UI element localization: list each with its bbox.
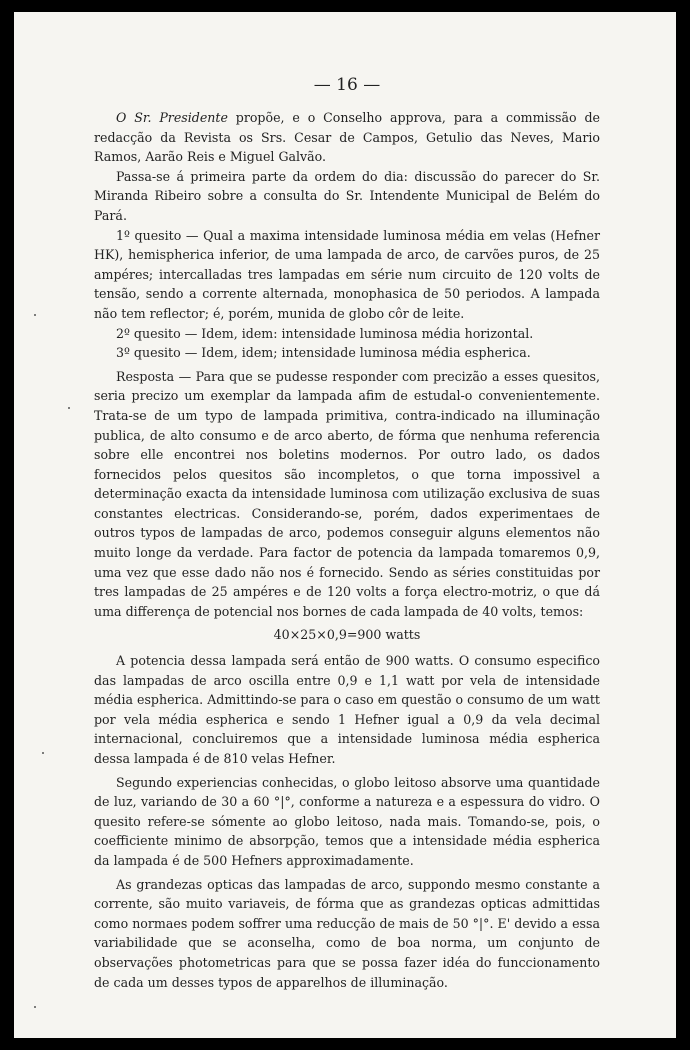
document-page bbox=[14, 12, 676, 1038]
print-speck bbox=[34, 314, 36, 316]
paragraph-power: A potencia dessa lampada será então de 900 watts. O consumo especifico das lampadas de arco oscilla entre 0,9 e 1,1 watt por vela de intensidade média espherica. Admittindo-se para o caso em questão o consumo de um watt por vela média espherica e sendo 1 Hefner igual a 0,9 da vela decimal internacional, concluiremos que a intensidade luminosa média espherica dessa lampada é de 810 velas Hefner. bbox=[94, 653, 600, 766]
paragraph-question-1: 1º quesito — Qual a maxima intensidade luminosa média em velas (Hefner HK), hemispherica inferior, de uma lampada de arco, de carvões puros, de 25 ampéres; intercalladas tres lampadas em série num circuito de 120 volts de tensão, sendo a corrente alternada, monophasica de 50 periodos. A lampada não tem reflector; é, porém, munida de globo côr de leite. bbox=[94, 227, 600, 321]
print-speck bbox=[68, 407, 70, 409]
page-content bbox=[94, 72, 600, 992]
paragraph-globe-absorption: Segundo experiencias conhecidas, o globo leitoso absorve uma quantidade de luz, variando de 30 a 60 °|°, conforme a natureza e a espessura do vidro. O quesito refere-se sómente ao globo leitoso, nada mais. Tomando-se, pois, o coefficiente minimo de absorpção, temos que a intensidade média espherica da lampada é de 500 Hefners approximadamente. bbox=[94, 774, 600, 868]
paragraph-order-of-day: Passa-se á primeira parte da ordem do dia: discussão do parecer do Sr. Miranda Ribeiro sobre a consulta do Sr. Intendente Municipal de Belém do Pará. bbox=[94, 168, 600, 223]
print-speck bbox=[34, 1006, 36, 1008]
formula: 40×25×0,9=900 watts bbox=[273, 627, 421, 643]
paragraph-answer: Resposta — Para que se pudesse responder com precizão a esses quesitos, seria precizo um exemplar da lampada afim de estudal-o convenientemente. Trata-se de um typo de lampada primitiva, contra-indicado na illuminação publica, de alto consumo e de arco aberto, de fórma que nenhuma referencia sobre elle encontrei nos boletins modernos. Por outro lado, os dados fornecidos pelos quesitos são incompletos, o que torna impossivel a determinação exacta da intensidade luminosa com utilização exclusiva de suas constantes electricas. Considerando-se, porém, dados experimentaes de outros typos de lampadas de arco, podemos conseguir alguns elementos não muito longe da verdade. Para factor de potencia da lampada tomaremos 0,9, uma vez que esse dado não nos é fornecido. Sendo as séries constituidas por tres lampadas de 25 ampéres e de 120 volts a força electro-motriz, o que dá uma differença de potencial nos bornes de cada lampada de 40 volts, temos: bbox=[94, 368, 600, 619]
paragraph-optical-quantities: As grandezas opticas das lampadas de arco, suppondo mesmo constante a corrente, são muito variaveis, de fórma que as grandezas opticas admittidas como normaes podem soffrer uma reducção de mais de 50 °|°. E' devido a essa variabilidade que se aconselha, como de boa norma, um conjunto de observações photometricas para que se possa fazer idéa do funccionamento de cada um desses typos de apparelhos de illuminação. bbox=[94, 876, 600, 990]
page-number: — 16 — bbox=[313, 75, 381, 95]
print-speck bbox=[42, 752, 44, 754]
paragraph-commission bbox=[94, 108, 600, 167]
paragraph-commission-text: propõe, e o Conselho approva, para a commissão de redacção da Revista os Srs. Cesar de Campos, Getulio das Neves, Mario Ramos, Aarão Reis e Miguel Galvão. bbox=[94, 110, 600, 165]
paragraph-question-3: 3º quesito — Idem, idem; intensidade luminosa média espherica. bbox=[116, 345, 531, 361]
speaker-name: O Sr. Presidente bbox=[116, 110, 228, 125]
paragraph-question-2: 2º quesito — Idem, idem: intensidade luminosa média horizontal. bbox=[116, 325, 534, 341]
